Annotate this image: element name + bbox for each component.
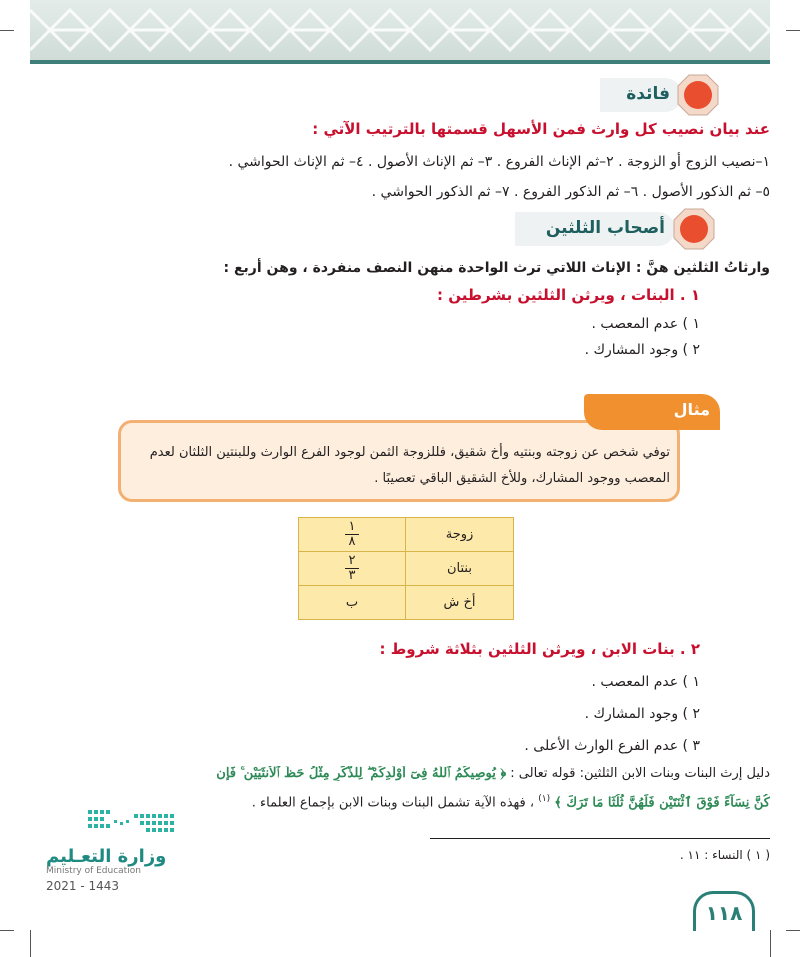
footnote-reference: (١)	[538, 794, 551, 804]
quran-verse-part-2: كُنَّ نِسَآءً فَوْقَ ٱثْنَتَيْنِ فَلَهُنَّ ثُلُثَا مَا تَرَكَ ﴾	[554, 795, 770, 811]
crop-mark	[770, 930, 771, 957]
item1-condition-1: ١ ) عدم المعصب .	[591, 316, 700, 332]
item1-condition-2: ٢ ) وجود المشارك .	[584, 342, 700, 358]
edition-year: 2021 - 1443	[46, 879, 120, 893]
share-cell	[299, 552, 406, 586]
share-cell	[299, 518, 406, 552]
fraction-numerator: ٢	[345, 554, 360, 569]
crop-mark	[786, 930, 800, 931]
crop-mark	[786, 30, 800, 31]
fraction	[345, 554, 360, 583]
crop-mark	[0, 30, 14, 31]
heir-cell: أخ ش	[406, 586, 514, 620]
evidence-line-2	[200, 794, 770, 810]
table-row	[299, 552, 514, 586]
fraction-numerator: ١	[345, 520, 360, 535]
benefit-intro: عند بيان نصيب كل وارث فمن الأسهل قسمتها بالترتيب الآتي :	[312, 120, 770, 138]
item2-heading: ٢ . بنات الابن ، ويرثن الثلثين بثلاثة شروط :	[379, 640, 700, 658]
two-thirds-definition: وارثاتُ الثلثين هنَّ : الإناث اللاتي ترث الواحدة منهن النصف منفردة ، وهن أربع :	[223, 260, 770, 276]
benefit-line-1: ١–نصيب الزوج أو الزوجة . ٢–ثم الإناث الفروع . ٣– ثم الإناث الأصول . ٤– ثم الإناث الحواشي .	[228, 154, 770, 170]
item2-condition-3: ٣ ) عدم الفرع الوارث الأعلى .	[524, 738, 700, 754]
decorative-banner	[30, 0, 770, 64]
footnote-rule	[430, 838, 770, 839]
benefit-line-2: ٥– ثم الذكور الأصول . ٦– ثم الذكور الفروع . ٧– ثم الذكور الحواشي .	[371, 184, 770, 200]
two-thirds-title: أصحاب الثلثين	[545, 218, 665, 238]
item2-condition-2: ٢ ) وجود المشارك .	[584, 706, 700, 722]
footnote: ( ١ ) النساء : ١١ .	[679, 848, 770, 862]
quran-verse-part-1: ﴿ يُوصِيكُمُ ٱللَّهُ فِىٓ أَوْلَٰدِكُمْ ۖ لِلذَّكَرِ مِثْلُ حَظِّ ٱلْأُنثَيَيْنِ ۚ فَإِن	[216, 766, 507, 781]
octagon-badge-icon	[676, 73, 720, 117]
ministry-name-en: Ministry of Education	[46, 866, 141, 876]
item2-condition-1: ١ ) عدم المعصب .	[591, 674, 700, 690]
evidence-lead: دليل إرث البنات وبنات الابن الثلثين: قوله تعالى :	[510, 766, 770, 781]
heir-cell: بنتان	[406, 552, 514, 586]
geometric-pattern	[30, 0, 770, 64]
benefit-title: فائدة	[626, 84, 670, 104]
crop-mark	[0, 930, 14, 931]
octagon-badge-icon	[672, 207, 716, 251]
heirs-table	[298, 517, 514, 620]
ministry-logo-icon	[88, 808, 180, 836]
example-title: مثال	[673, 400, 710, 419]
share-cell: ب	[299, 586, 406, 620]
example-text: توفي شخص عن زوجته وبنتيه وأخ شقيق، فللزوجة الثمن لوجود الفرع الوارث وللبنتين الثلثان لعدم المعصب ووجود المشارك، وللأخ الشقيق الباقي تعصيبًا .	[149, 445, 670, 486]
ministry-name-ar: وزارة التعـليم	[46, 846, 167, 867]
heir-cell: زوجة	[406, 518, 514, 552]
table-row	[299, 586, 514, 620]
fraction	[345, 520, 360, 549]
table-row	[299, 518, 514, 552]
evidence-tail: ، فهذه الآية تشمل البنات وبنات الابن بإجماع العلماء .	[251, 795, 535, 811]
fraction-denominator: ٨	[348, 534, 356, 549]
evidence-line-1	[180, 766, 770, 781]
crop-mark	[30, 930, 31, 957]
fraction-denominator: ٣	[348, 568, 356, 583]
item1-heading: ١ . البنات ، ويرثن الثلثين بشرطين :	[437, 286, 700, 304]
page-number: ١١٨	[693, 891, 755, 931]
